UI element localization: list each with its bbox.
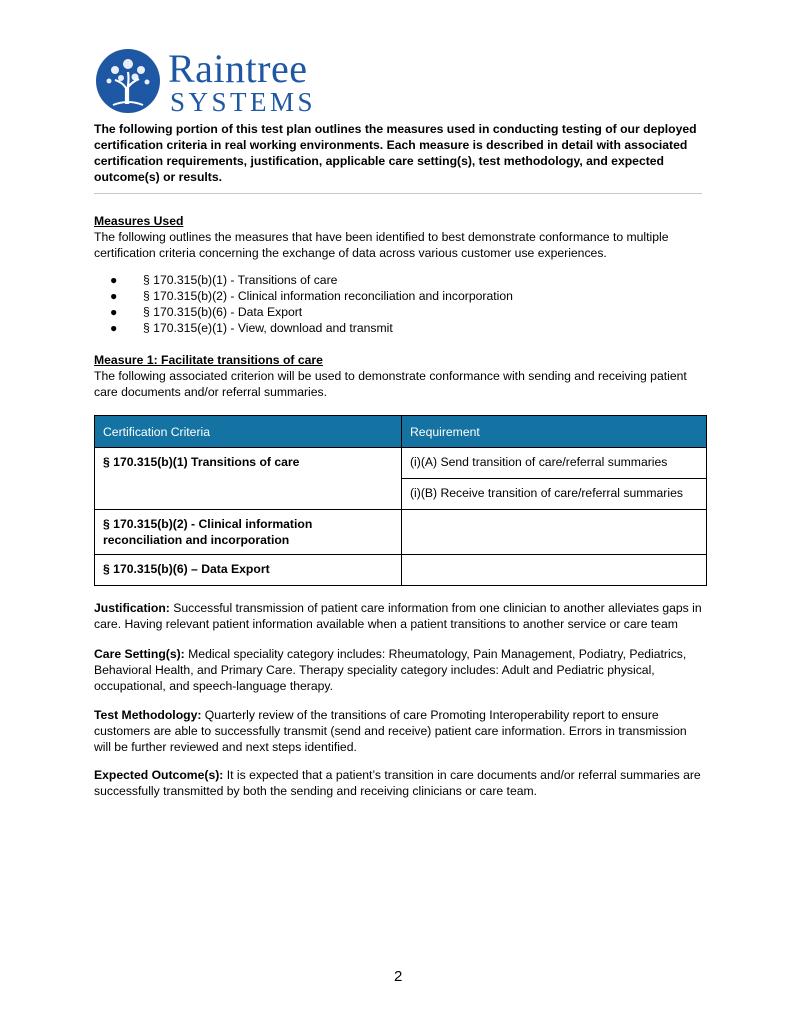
measures-used-section xyxy=(94,213,706,261)
test-methodology-paragraph: Test Methodology: Quarterly review of the transitions of care Promoting Interoperability report to ensure customers are able to successfully transmit (send and receive) patient care information. Errors in transmission will be further reviewed and next steps identified. xyxy=(94,708,687,754)
measure1-heading: Measure 1: Facilitate transitions of care xyxy=(94,353,323,367)
expected-outcome-paragraph: Expected Outcome(s): It is expected that a patient’s transition in care documents and/or referral summaries are successfully transmitted by both the sending and receiving clinicians or care team. xyxy=(94,768,701,798)
table-cell: § 170.315(b)(6) – Data Export xyxy=(95,555,402,586)
column-header: Requirement xyxy=(402,416,707,448)
table-cell: § 170.315(b)(1) Transitions of care xyxy=(95,448,402,510)
column-header: Certification Criteria xyxy=(95,416,402,448)
table-cell: (i)(A) Send transition of care/referral summaries xyxy=(402,448,707,479)
care-settings-paragraph: Care Setting(s): Medical speciality category includes: Rheumatology, Pain Management, Podiatry, Pediatrics, Behavioral Health, and Primary Care. Therapy speciality category includes: Adult and Pediatric physical, occupational, and speech-language therapy. xyxy=(94,647,687,693)
logo-wordmark: Raintree xyxy=(168,46,308,91)
care-settings-label: Care Setting(s): xyxy=(94,647,185,661)
measures-used-heading: Measures Used xyxy=(94,214,184,228)
list-item: ● § 170.315(b)(6) - Data Export xyxy=(110,305,303,319)
raintree-logo xyxy=(95,47,335,115)
tree-icon xyxy=(95,48,161,114)
table-cell: (i)(B) Receive transition of care/referral summaries xyxy=(402,479,707,510)
criteria-table xyxy=(94,415,707,586)
table-header-row xyxy=(95,416,707,448)
table-cell xyxy=(402,555,707,586)
list-item: ● § 170.315(e)(1) - View, download and transmit xyxy=(110,321,393,335)
bullet-icon: ● xyxy=(110,321,118,335)
measure1-text: The following associated criterion will be used to demonstrate conformance with sending and receiving patient care documents and/or referral summaries. xyxy=(94,369,687,399)
criteria-list xyxy=(110,272,513,336)
table-cell xyxy=(402,510,707,555)
bullet-icon: ● xyxy=(110,305,118,319)
horizontal-rule xyxy=(94,193,702,194)
test-methodology-label: Test Methodology: xyxy=(94,708,202,722)
table-row xyxy=(95,448,707,479)
page-number: 2 xyxy=(394,968,403,985)
list-item: ● § 170.315(b)(2) - Clinical information reconciliation and incorporation xyxy=(110,289,513,303)
table-row xyxy=(95,510,707,555)
list-item: ● § 170.315(b)(1) - Transitions of care xyxy=(110,273,338,287)
justification-label: Justification: xyxy=(94,601,170,615)
intro-paragraph: The following portion of this test plan outlines the measures used in conducting testing of our deployed certification criteria in real working environments. Each measure is described in detail with associated certification requirements, justification, applicable care setting(s), test methodology, and expected outcome(s) or results. xyxy=(94,122,697,184)
expected-outcome-label: Expected Outcome(s): xyxy=(94,768,224,782)
justification-paragraph: Justification: Successful transmission of patient care information from one clinician to another alleviates gaps in care. Having relevant patient information available when a patient transitions to another service or care team xyxy=(94,601,702,631)
measure1-section xyxy=(94,352,706,400)
measures-used-text: The following outlines the measures that have been identified to best demonstrate conformance to multiple certification criteria concerning the exchange of data across various customer use experiences. xyxy=(94,230,669,260)
bullet-icon: ● xyxy=(110,289,118,303)
logo-subtitle: SYSTEMS xyxy=(170,87,317,117)
bullet-icon: ● xyxy=(110,273,118,287)
table-cell: § 170.315(b)(2) - Clinical information reconciliation and incorporation xyxy=(95,510,402,555)
table-row xyxy=(95,555,707,586)
